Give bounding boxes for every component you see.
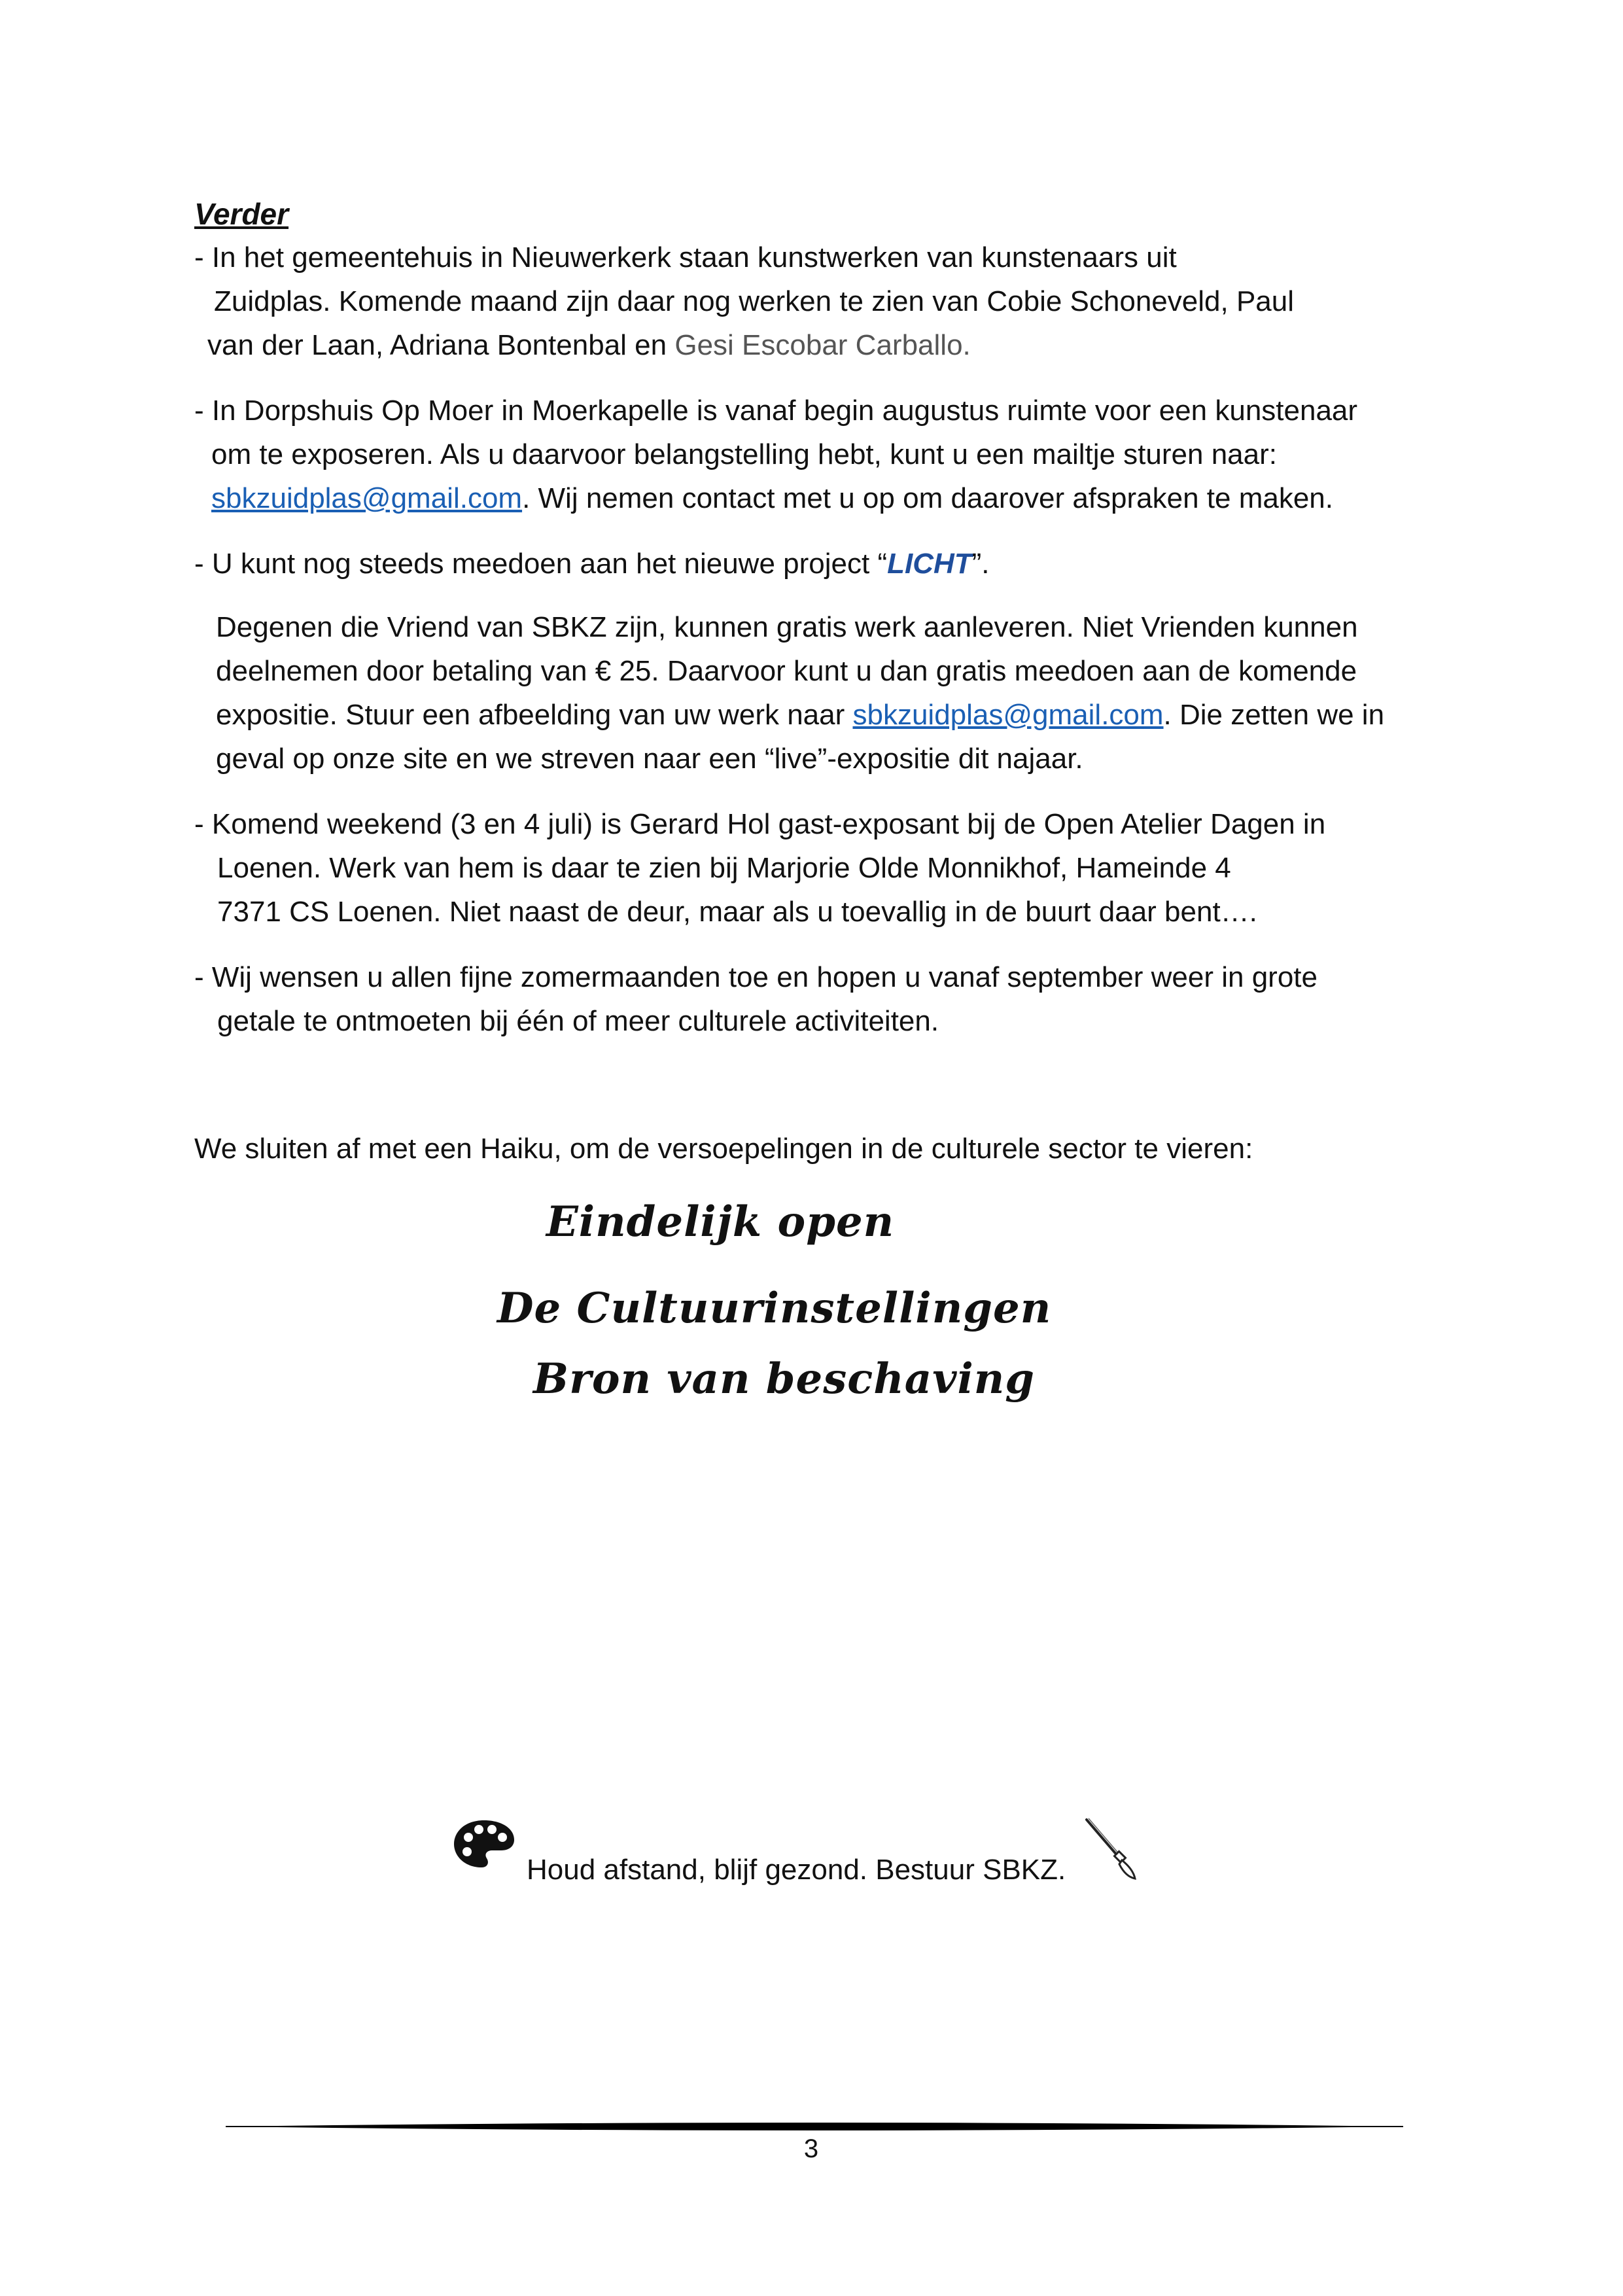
haiku-line-1: Eindelijk open xyxy=(546,1197,895,1246)
text-line xyxy=(194,323,1476,367)
page-number: 3 xyxy=(803,2134,819,2163)
section-heading: Verder xyxy=(194,197,289,231)
text-line: geval op onze site en we streven naar een “live”-expositie dit najaar. xyxy=(216,743,1083,775)
footer-divider xyxy=(226,2120,1403,2133)
text-line: - In het gemeentehuis in Nieuwerkerk staan kunstwerken van kunstenaars uit xyxy=(194,241,1177,274)
text-segment: ”. xyxy=(971,548,990,580)
text-line xyxy=(194,476,1476,520)
paragraph-vrienden xyxy=(216,605,1498,781)
text-segment: expositie. Stuur een afbeelding van uw werk naar xyxy=(216,699,853,731)
closing-text: Houd afstand, blijf gezond. Bestuur SBKZ. xyxy=(527,1854,1066,1886)
paragraph-project-licht xyxy=(194,542,1476,586)
text-line: - In Dorpshuis Op Moer in Moerkapelle is vanaf begin augustus ruimte voor een kunstenaar xyxy=(194,395,1358,427)
text-segment: . Wij nemen contact met u op om daarover afspraken te maken. xyxy=(522,482,1333,514)
text-line: Loenen. Werk van hem is daar te zien bij Marjorie Olde Monnikhof, Hameinde 4 xyxy=(217,852,1231,884)
paintbrush-icon xyxy=(1083,1816,1138,1881)
text-line: Degenen die Vriend van SBKZ zijn, kunnen gratis werk aanleveren. Niet Vrienden kunnen xyxy=(216,611,1358,643)
text-segment: - U kunt nog steeds meedoen aan het nieuwe project “ xyxy=(194,548,888,580)
paragraph-gemeentehuis xyxy=(194,236,1476,367)
paragraph-dorpshuis xyxy=(194,389,1476,520)
text-segment: van der Laan, Adriana Bontenbal en xyxy=(207,329,675,361)
paragraph-zomer xyxy=(194,955,1476,1043)
text-line: - Komend weekend (3 en 4 juli) is Gerard Hol gast-exposant bij de Open Atelier Dagen in xyxy=(194,808,1326,840)
haiku-intro: We sluiten af met een Haiku, om de versoepelingen in de culturele sector te vieren: xyxy=(194,1133,1253,1165)
palette-icon xyxy=(451,1818,517,1870)
artist-name: Gesi Escobar Carballo. xyxy=(674,329,971,361)
haiku-line-2: De Cultuurinstellingen xyxy=(497,1284,1052,1333)
text-line: 7371 CS Loenen. Niet naast de deur, maar als u toevallig in de buurt daar bent…. xyxy=(217,896,1257,928)
text-line: om te exposeren. Als u daarvoor belangstelling hebt, kunt u een mailtje sturen naar: xyxy=(211,438,1277,470)
email-link[interactable]: sbkzuidplas@gmail.com xyxy=(852,699,1164,731)
haiku-line-3: Bron van beschaving xyxy=(533,1354,1036,1404)
text-line: getale te ontmoeten bij één of meer culturele activiteiten. xyxy=(217,1005,939,1037)
paragraph-open-atelier xyxy=(194,802,1476,934)
text-line xyxy=(216,693,1498,737)
email-link[interactable]: sbkzuidplas@gmail.com xyxy=(211,482,523,514)
text-line xyxy=(194,542,1476,586)
text-line: deelnemen door betaling van € 25. Daarvoor kunt u dan gratis meedoen aan de komende xyxy=(216,655,1357,687)
text-segment: . Die zetten we in xyxy=(1163,699,1385,731)
text-line: Zuidplas. Komende maand zijn daar nog werken te zien van Cobie Schoneveld, Paul xyxy=(214,285,1295,317)
text-line: - Wij wensen u allen fijne zomermaanden toe en hopen u vanaf september weer in grote xyxy=(194,961,1318,993)
project-name: LICHT xyxy=(887,548,972,580)
